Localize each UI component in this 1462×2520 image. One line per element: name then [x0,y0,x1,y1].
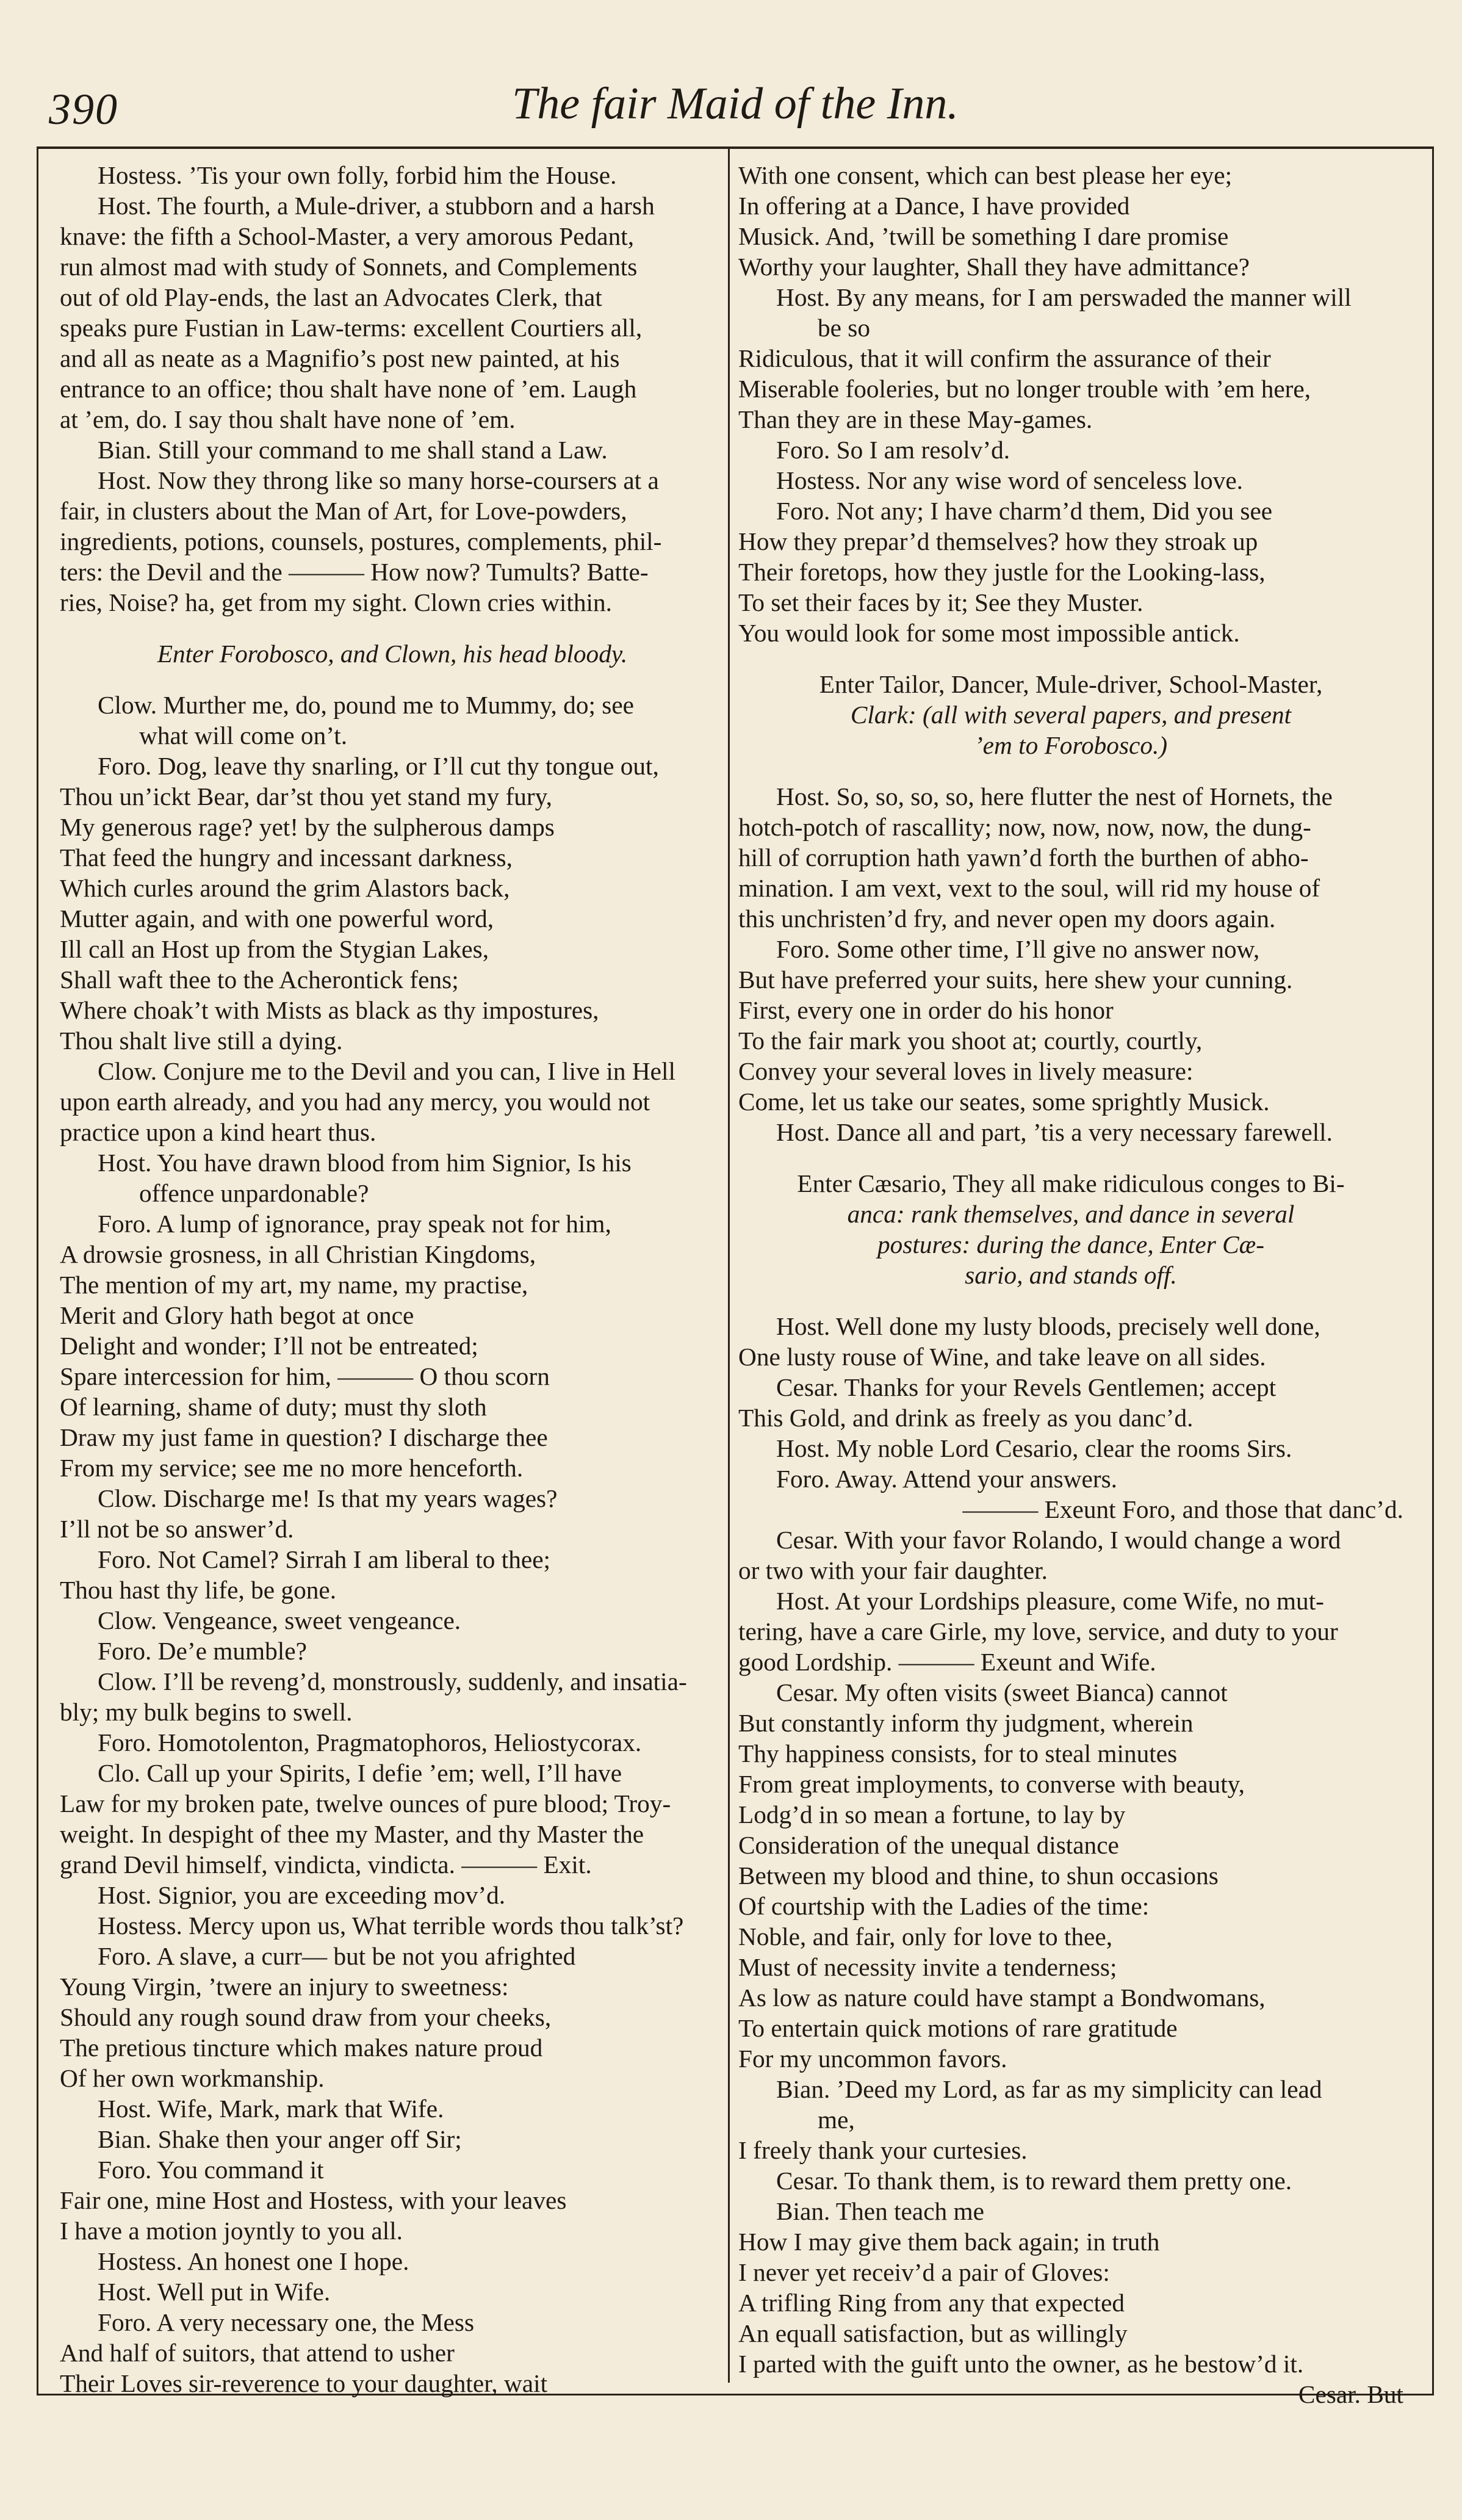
text-line: and all as neate as a Magnifio’s post new painted, at his [60,344,620,372]
text-line: out of old Play-ends, the last an Advocates Clerk, that [60,283,602,311]
text-line: Draw my just fame in question? I discharge thee [60,1423,548,1451]
text-line: ——— Exeunt Foro, and those that danc’d. [962,1495,1403,1523]
text-line: Enter Cæsario, They all make ridiculous conges to Bi- [797,1169,1345,1197]
text-line: Host. By any means, for I am perswaded the manner will [776,283,1352,311]
page-header [37,73,1434,140]
text-line: Host. So, so, so, so, here flutter the nest of Hornets, the [776,782,1333,811]
text-line: An equall satisfaction, but as willingly [738,2319,1128,2347]
text-line: Host. Signior, you are exceeding mov’d. [98,1881,506,1909]
text-line: Host. You have drawn blood from him Signior, Is his [98,1149,632,1177]
text-line: I’ll not be so answer’d. [60,1515,294,1543]
text-line: Worthy your laughter, Shall they have admittance? [738,253,1250,281]
stage-direction-line: ’em to Forobosco.) [974,731,1168,759]
text-line: Hostess. An honest one I hope. [98,2247,409,2275]
text-line: Must of necessity invite a tenderness; [738,1953,1117,1981]
text-line: offence unpardonable? [139,1179,369,1207]
text-line: Noble, and fair, only for love to thee, [738,1922,1113,1951]
text-line: Bian. Still your command to me shall stand a Law. [98,436,608,464]
text-line: Convey your several loves in lively measure: [738,1057,1194,1085]
text-line: Law for my broken pate, twelve ounces of pure blood; Troy- [60,1789,671,1818]
text-line: Hostess. Mercy upon us, What terrible words thou talk’st? [98,1912,684,1940]
text-line: First, every one in order do his honor [738,996,1114,1024]
text-line: This Gold, and drink as freely as you danc’d. [738,1404,1194,1432]
text-line: Foro. You command it [98,2156,324,2184]
section-gap [738,1290,1403,1311]
section-gap [738,760,1403,781]
text-line: Mutter again, and with one powerful word, [60,904,494,933]
text-line: mination. I am vext, vext to the soul, will rid my house of [738,874,1320,902]
text-line: this unchristen’d fry, and never open my doors again. [738,904,1276,933]
section-gap [738,648,1403,669]
text-line: From my service; see me no more henceforth. [60,1454,524,1482]
text-line: Foro. De’e mumble? [98,1637,307,1665]
text-line: Thou shalt live still a dying. [60,1027,343,1055]
text-line: Miserable fooleries, but no longer trouble with ’em here, [738,375,1311,403]
text-line: tering, have a care Girle, my love, service, and duty to your [738,1617,1338,1645]
text-line: Lodg’d in so mean a fortune, to lay by [738,1800,1126,1829]
text-line: Between my blood and thine, to shun occasions [738,1861,1219,1890]
text-line: Foro. Some other time, I’ll give no answer now, [776,935,1260,963]
text-line: Bian. Then teach me [776,2197,984,2225]
text-line: Foro. Homotolenton, Pragmatophoros, Heliostycorax. [98,1728,642,1756]
text-line: what will come on’t. [139,721,348,749]
text-line: Should any rough sound draw from your cheeks, [60,2003,552,2031]
text-line: Than they are in these May-games. [738,405,1093,433]
text-line: Host. Well put in Wife. [98,2278,331,2306]
text-line: me, [818,2106,855,2134]
text-line: Which curles around the grim Alastors back, [60,874,510,902]
text-line: Merit and Glory hath begot at once [60,1301,414,1329]
text-line: ters: the Devil and the ——— How now? Tumults? Batte- [60,558,649,586]
text-line: Fair one, mine Host and Hostess, with your leaves [60,2186,567,2214]
section-gap [60,669,725,690]
text-line: good Lordship. ——— Exeunt and Wife. [738,1648,1156,1676]
text-line: To the fair mark you shoot at; courtly, courtly, [738,1027,1203,1055]
text-line: That feed the hungry and incessant darkness, [60,843,513,872]
text-line: Cesar. But [1298,2380,1403,2408]
text-line: A drowsie grosness, in all Christian Kingdoms, [60,1240,536,1268]
text-line: Cesar. With your favor Rolando, I would change a word [776,1526,1341,1554]
text-line: My generous rage? yet! by the sulpherous damps [60,813,555,841]
text-line: Of her own workmanship. [60,2064,325,2092]
right-column [738,160,1403,2408]
stage-direction-line: anca: rank themselves, and dance in several [847,1200,1295,1228]
stage-direction-line: Clark: (all with several papers, and present [850,701,1292,729]
text-line: Host. Dance all and part, ’tis a very necessary farewell. [776,1118,1333,1146]
text-line: Young Virgin, ’twere an injury to sweetness: [60,1973,509,2001]
running-title: The fair Maid of the Inn. [512,79,959,129]
text-line: Clow. I’ll be reveng’d, monstrously, suddenly, and insatia- [98,1667,687,1695]
text-line: Their foretops, how they justle for the Looking-lass, [738,558,1266,586]
text-line: hotch-potch of rascallity; now, now, now, now, the dung- [738,813,1311,841]
text-line: ries, Noise? ha, get from my sight. Clown cries within. [60,588,612,616]
text-line: Hostess. Nor any wise word of senceless love. [776,466,1243,494]
text-line: Foro. So I am resolv’d. [776,436,1010,464]
text-line: Enter Tailor, Dancer, Mule-driver, School-Master, [819,670,1323,698]
text-line: Thou hast thy life, be gone. [60,1576,337,1604]
text-line: As low as nature could have stampt a Bondwomans, [738,1984,1266,2012]
text-line: practice upon a kind heart thus. [60,1118,376,1146]
text-line: or two with your fair daughter. [738,1556,1048,1584]
text-line: I parted with the guift unto the owner, as he bestow’d it. [738,2350,1304,2378]
text-line: But constantly inform thy judgment, wherein [738,1709,1194,1737]
text-line: Foro. Not Camel? Sirrah I am liberal to thee; [98,1545,550,1573]
text-line: Ridiculous, that it will confirm the assurance of their [738,344,1271,372]
text-line: Host. My noble Lord Cesario, clear the rooms Sirs. [776,1434,1292,1462]
text-line: You would look for some most impossible antick. [738,619,1240,647]
text-line: For my uncommon favors. [738,2045,1007,2073]
text-line: And half of suitors, that attend to usher [60,2339,455,2367]
text-line: at ’em, do. I say thou shalt have none of ’em. [60,405,516,433]
text-line: Come, let us take our seates, some sprightly Musick. [738,1088,1270,1116]
text-line: In offering at a Dance, I have provided [738,192,1130,220]
text-line: Spare intercession for him, ——— O thou scorn [60,1362,550,1390]
text-line: Foro. A very necessary one, the Mess [98,2308,475,2336]
text-line: Host. The fourth, a Mule-driver, a stubborn and a harsh [98,192,655,220]
text-line: Foro. A slave, a curr— but be not you afrighted [98,1942,576,1970]
text-line: Foro. Not any; I have charm’d them, Did you see [776,497,1273,525]
text-line: Foro. Dog, leave thy snarling, or I’ll cut thy tongue out, [98,752,659,780]
stage-direction-line: Enter Forobosco, and Clown, his head bloody. [157,640,628,668]
text-line: entrance to an office; thou shalt have none of ’em. Laugh [60,375,637,403]
text-line: Cesar. My often visits (sweet Bianca) cannot [776,1678,1228,1706]
text-line: Host. Wife, Mark, mark that Wife. [98,2095,444,2123]
text-line: Clow. Discharge me! Is that my years wages? [98,1484,558,1512]
text-line: Of learning, shame of duty; must thy sloth [60,1393,487,1421]
text-line: Thy happiness consists, for to steal minutes [738,1739,1178,1767]
text-line: Consideration of the unequal distance [738,1831,1119,1859]
text-line: run almost mad with study of Sonnets, and Complements [60,253,638,281]
text-line: To entertain quick motions of rare gratitude [738,2014,1178,2042]
text-line: A trifling Ring from any that expected [738,2289,1125,2317]
text-line: Host. Well done my lusty bloods, precisely well done, [776,1312,1320,1340]
stage-direction-line: sario, and stands off. [965,1261,1177,1289]
text-line: Their Loves sir-reverence to your daughter, wait [60,2369,548,2397]
text-line: Delight and wonder; I’ll not be entreated; [60,1332,478,1360]
text-line: Thou un’ickt Bear, dar’st thou yet stand my fury, [60,782,552,811]
section-gap [60,618,725,638]
text-line: Cesar. To thank them, is to reward them pretty one. [776,2167,1292,2195]
text-line: How I may give them back again; in truth [738,2228,1160,2256]
text-line: fair, in clusters about the Man of Art, for Love-powders, [60,497,627,525]
text-line: I have a motion joyntly to you all. [60,2217,403,2245]
text-line: Bian. Shake then your anger off Sir; [98,2125,462,2153]
section-gap [738,1147,1403,1168]
text-line: ingredients, potions, counsels, postures, complements, phil- [60,527,662,555]
text-line: But have preferred your suits, here shew your cunning. [738,966,1293,994]
stage-direction-line: postures: during the dance, Enter Cæ- [877,1230,1264,1258]
text-line: Cesar. Thanks for your Revels Gentlemen; accept [776,1373,1277,1401]
text-line: Foro. Away. Attend your answers. [776,1465,1117,1493]
text-line: Shall waft thee to the Acherontick fens; [60,966,459,994]
text-line: Clow. Vengeance, sweet vengeance. [98,1606,461,1634]
text-line: How they prepar’d themselves? how they stroak up [738,527,1258,555]
text-line: Musick. And, ’twill be something I dare promise [738,222,1229,250]
text-line: upon earth already, and you had any mercy, you would not [60,1088,650,1116]
text-line: Where choak’t with Mists as black as thy impostures, [60,996,599,1024]
text-line: To set their faces by it; See they Muster. [738,588,1143,616]
text-line: Clow. Murther me, do, pound me to Mummy, do; see [98,691,634,719]
text-line: Hostess. ’Tis your own folly, forbid him the House. [98,161,617,189]
text-line: The mention of my art, my name, my practise, [60,1271,528,1299]
page-number: 390 [49,85,118,134]
text-line: I never yet receiv’d a pair of Gloves: [738,2258,1110,2286]
text-line: weight. In despight of thee my Master, and thy Master the [60,1820,644,1848]
text-line: With one consent, which can best please her eye; [738,161,1233,189]
left-column [60,160,725,2397]
text-line: I freely thank your curtesies. [738,2136,1028,2164]
text-line: Clo. Call up your Spirits, I defie ’em; well, I’ll have [98,1759,622,1787]
text-line: be so [818,314,871,342]
text-line: speaks pure Fustian in Law-terms: excellent Courtiers all, [60,314,643,342]
text-line: One lusty rouse of Wine, and take leave on all sides. [738,1343,1266,1371]
column-divider [728,149,730,2383]
text-line: Foro. A lump of ignorance, pray speak not for him, [98,1210,611,1238]
text-line: Host. At your Lordships pleasure, come Wife, no mut- [776,1587,1324,1615]
text-line: bly; my bulk begins to swell. [60,1698,353,1726]
text-line: grand Devil himself, vindicta, vindicta. ——— Exit. [60,1850,592,1879]
text-line: Clow. Conjure me to the Devil and you can, I live in Hell [98,1057,675,1085]
text-line: knave: the fifth a School-Master, a very amorous Pedant, [60,222,635,250]
text-line: Bian. ’Deed my Lord, as far as my simplicity can lead [776,2075,1322,2103]
text-line: Of courtship with the Ladies of the time: [738,1892,1150,1920]
text-line: The pretious tincture which makes nature proud [60,2034,543,2062]
text-line: From great imployments, to converse with beauty, [738,1770,1245,1798]
text-line: Host. Now they throng like so many horse-coursers at a [98,466,659,494]
text-line: Ill call an Host up from the Stygian Lakes, [60,935,489,963]
text-line: hill of corruption hath yawn’d forth the burthen of abho- [738,843,1309,872]
